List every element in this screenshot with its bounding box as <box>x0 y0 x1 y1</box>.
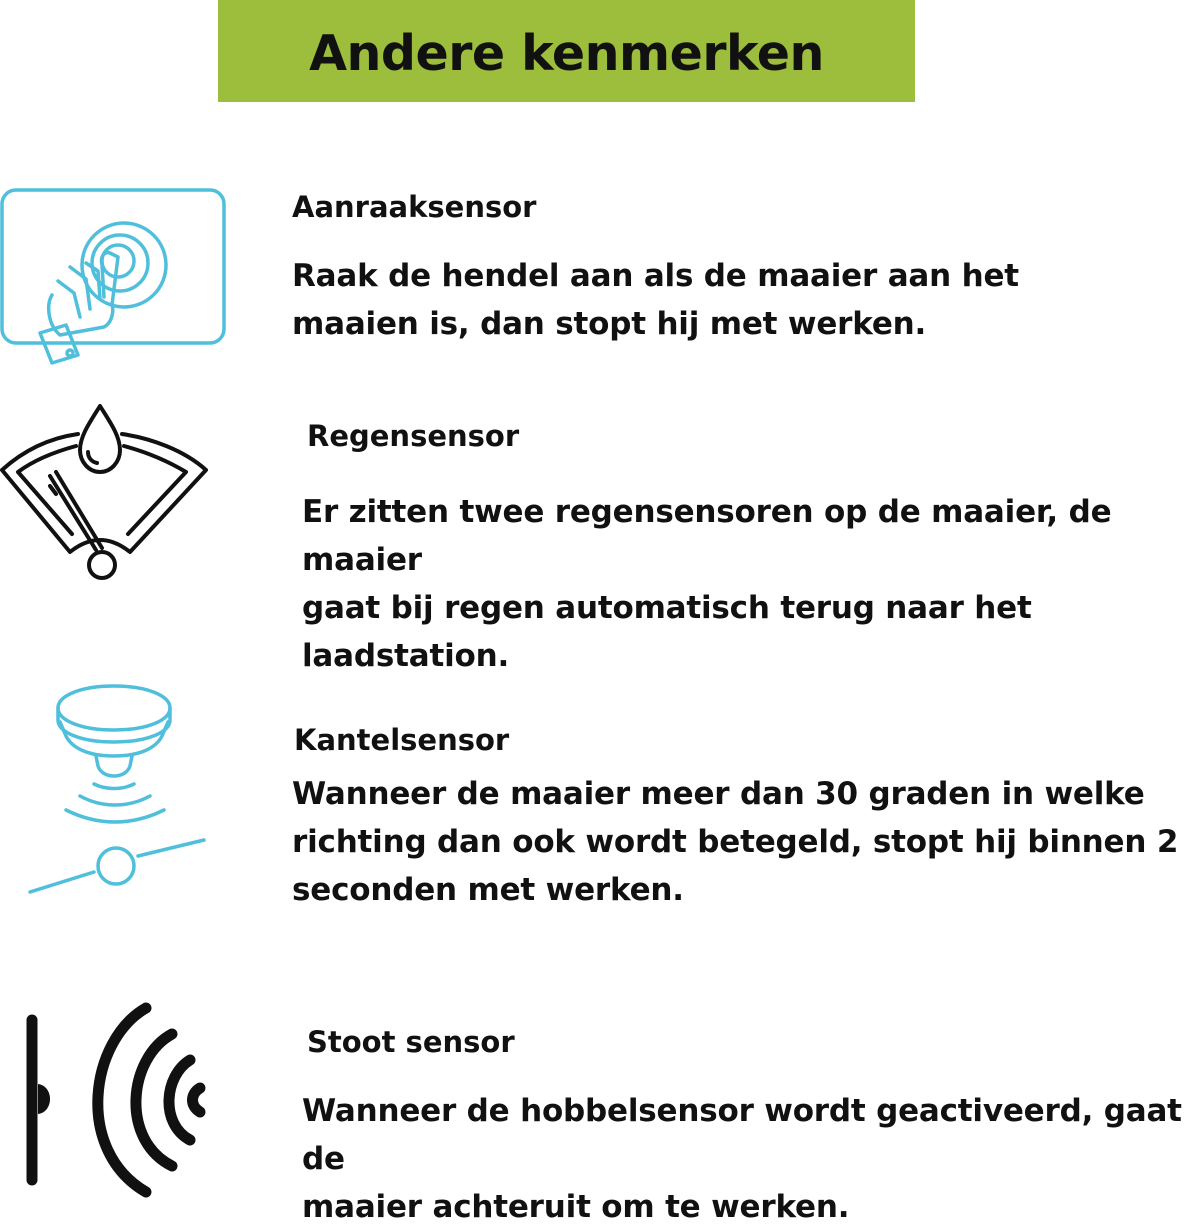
feature-title-touch: Aanraaksensor <box>292 190 537 224</box>
rain-sensor-icon <box>0 400 210 585</box>
feature-desc-tilt: Wanneer de maaier meer dan 30 graden in welke richting dan ook wordt betegeld, stopt hij binnen 2 seconden met werken. <box>292 776 1179 908</box>
page-title: Andere kenmerken <box>309 24 824 82</box>
header-banner <box>218 0 915 102</box>
bump-sensor-icon <box>20 1000 220 1200</box>
tilt-sensor-icon <box>20 680 220 900</box>
feature-desc-rain: Er zitten twee regensensoren op de maaier, de maaier gaat bij regen automatisch terug naar het laadstation. <box>302 494 1112 674</box>
feature-title-tilt: Kantelsensor <box>294 723 510 757</box>
feature-desc-bump: Wanneer de hobbelsensor wordt geactiveerd, gaat de maaier achteruit om te werken. <box>302 1093 1182 1225</box>
feature-desc-touch: Raak de hendel aan als de maaier aan het maaien is, dan stopt hij met werken. <box>292 258 1019 342</box>
feature-title-rain: Regensensor <box>307 419 520 453</box>
touch-sensor-icon <box>0 185 230 370</box>
feature-title-bump: Stoot sensor <box>307 1025 515 1059</box>
